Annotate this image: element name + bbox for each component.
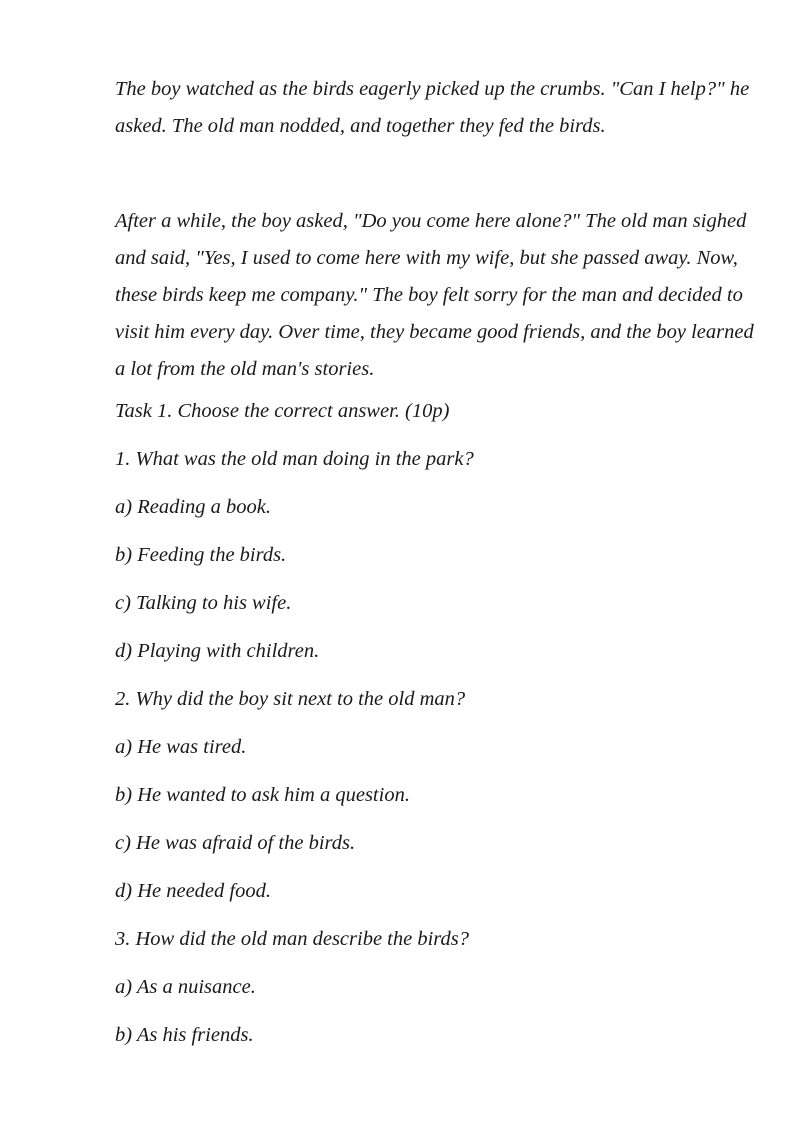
question-2: 2. Why did the boy sit next to the old man? [115,688,466,710]
story-paragraph-1: The boy watched as the birds eagerly picked up the crumbs. "Can I help?" he asked. The old man nodded, and together they fed the birds. [115,78,750,137]
question-3-option-a: a) As a nuisance. [115,976,256,998]
question-2-option-c: c) He was afraid of the birds. [115,832,356,854]
question-3: 3. How did the old man describe the birds? [115,928,469,950]
question-1-option-a: a) Reading a book. [115,496,271,518]
story-paragraph-2: After a while, the boy asked, "Do you come here alone?" The old man sighed and said, "Yes, I used to come here with my wife, but she passed away. Now, these birds keep me company." The boy felt sorry for the man and decided to visit him every day. Over time, they became good friends, and the boy learned a lot from the old man's stories. [115,210,754,380]
question-2-option-a: a) He was tired. [115,736,247,758]
question-3-option-b: b) As his friends. [115,1024,254,1046]
question-1-option-c: c) Talking to his wife. [115,592,292,614]
document-page [115,71,755,1065]
question-1-option-d: d) Playing with children. [115,640,320,662]
question-1: 1. What was the old man doing in the park? [115,448,474,470]
question-2-option-d: d) He needed food. [115,880,271,902]
question-1-option-b: b) Feeding the birds. [115,544,287,566]
task-title: Task 1. Choose the correct answer. (10p) [115,400,450,422]
question-2-option-b: b) He wanted to ask him a question. [115,784,410,806]
paragraph-gap [115,145,755,203]
